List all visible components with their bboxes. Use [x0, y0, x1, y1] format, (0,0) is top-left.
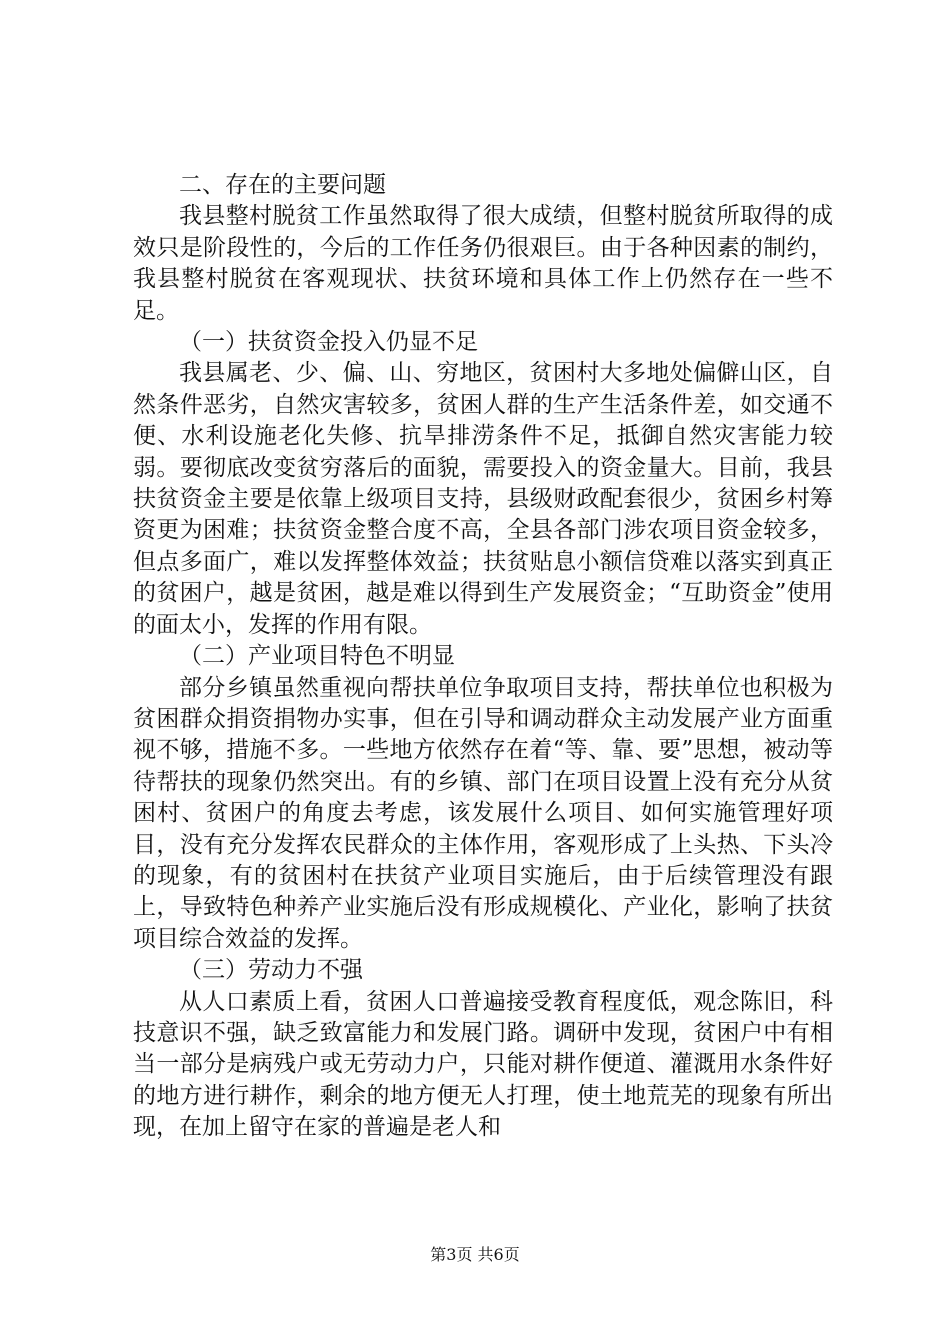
paragraph-funding: 我县属老、少、偏、山、穷地区，贫困村大多地处偏僻山区，自然条件恶劣，自然灾害较多，贫困人群的生产生活条件差，如交通不便、水利设施老化失修、抗旱排涝条件不足，抵御自然灾害能力较弱。要彻底改变贫穷落后的面貌，需要投入的资金量大。目前，我县扶贫资金主要是依靠上级项目支持，县级财政配套很少，贫困乡村筹资更为困难；扶贫资金整合度不高，全县各部门涉农项目资金较多，但点多面广，难以发挥整体效益；扶贫贴息小额信贷难以落实到真正的贫困户，越是贫困，越是难以得到生产发展资金；“互助资金”使用的面太小，发挥的作用有限。 — [133, 360, 833, 638]
paragraph-industry: 部分乡镇虽然重视向帮扶单位争取项目支持，帮扶单位也积极为贫困群众捐资捐物办实事，但在引导和调动群众主动发展产业方面重视不够，措施不多。一些地方依然存在着“等、靠、要”思想，被动等待帮扶的现象仍然突出。有的乡镇、部门在项目设置上没有充分从贫困村、贫困户的角度去考虑，该发展什么项目、如何实施管理好项目，没有充分发挥农民群众的主体作用，客观形成了上头热、下头冷的现象，有的贫困村在扶贫产业项目实施后，由于后续管理没有跟上，导致特色种养产业实施后没有形成规模化、产业化，影响了扶贫项目综合效益的发挥。 — [133, 674, 833, 952]
section-heading-industry: （二）产业项目特色不明显 — [179, 643, 455, 670]
section-heading-labor: （三）劳动力不强 — [179, 957, 363, 984]
document-body — [133, 170, 833, 1144]
paragraph-labor: 从人口素质上看，贫困人口普遍接受教育程度低，观念陈旧，科技意识不强，缺乏致富能力和发展门路。调研中发现，贫困户中有相当一部分是病残户或无劳动力户，只能对耕作便道、灌溉用水条件好的地方进行耕作，剩余的地方便无人打理，使土地荒芜的现象有所出现，在加上留守在家的普遍是老人和 — [133, 988, 833, 1141]
section-heading-main-problems: 二、存在的主要问题 — [179, 172, 386, 198]
paragraph-intro: 我县整村脱贫工作虽然取得了很大成绩，但整村脱贫所取得的成效只是阶段性的，今后的工作任务仍很艰巨。由于各种因素的制约，我县整村脱贫在客观现状、扶贫环境和具体工作上仍然存在一些不足。 — [133, 203, 833, 324]
section-heading-funding: （一）扶贫资金投入仍显不足 — [179, 329, 478, 356]
page-number-footer: 第3页 共6页 — [430, 1245, 520, 1264]
